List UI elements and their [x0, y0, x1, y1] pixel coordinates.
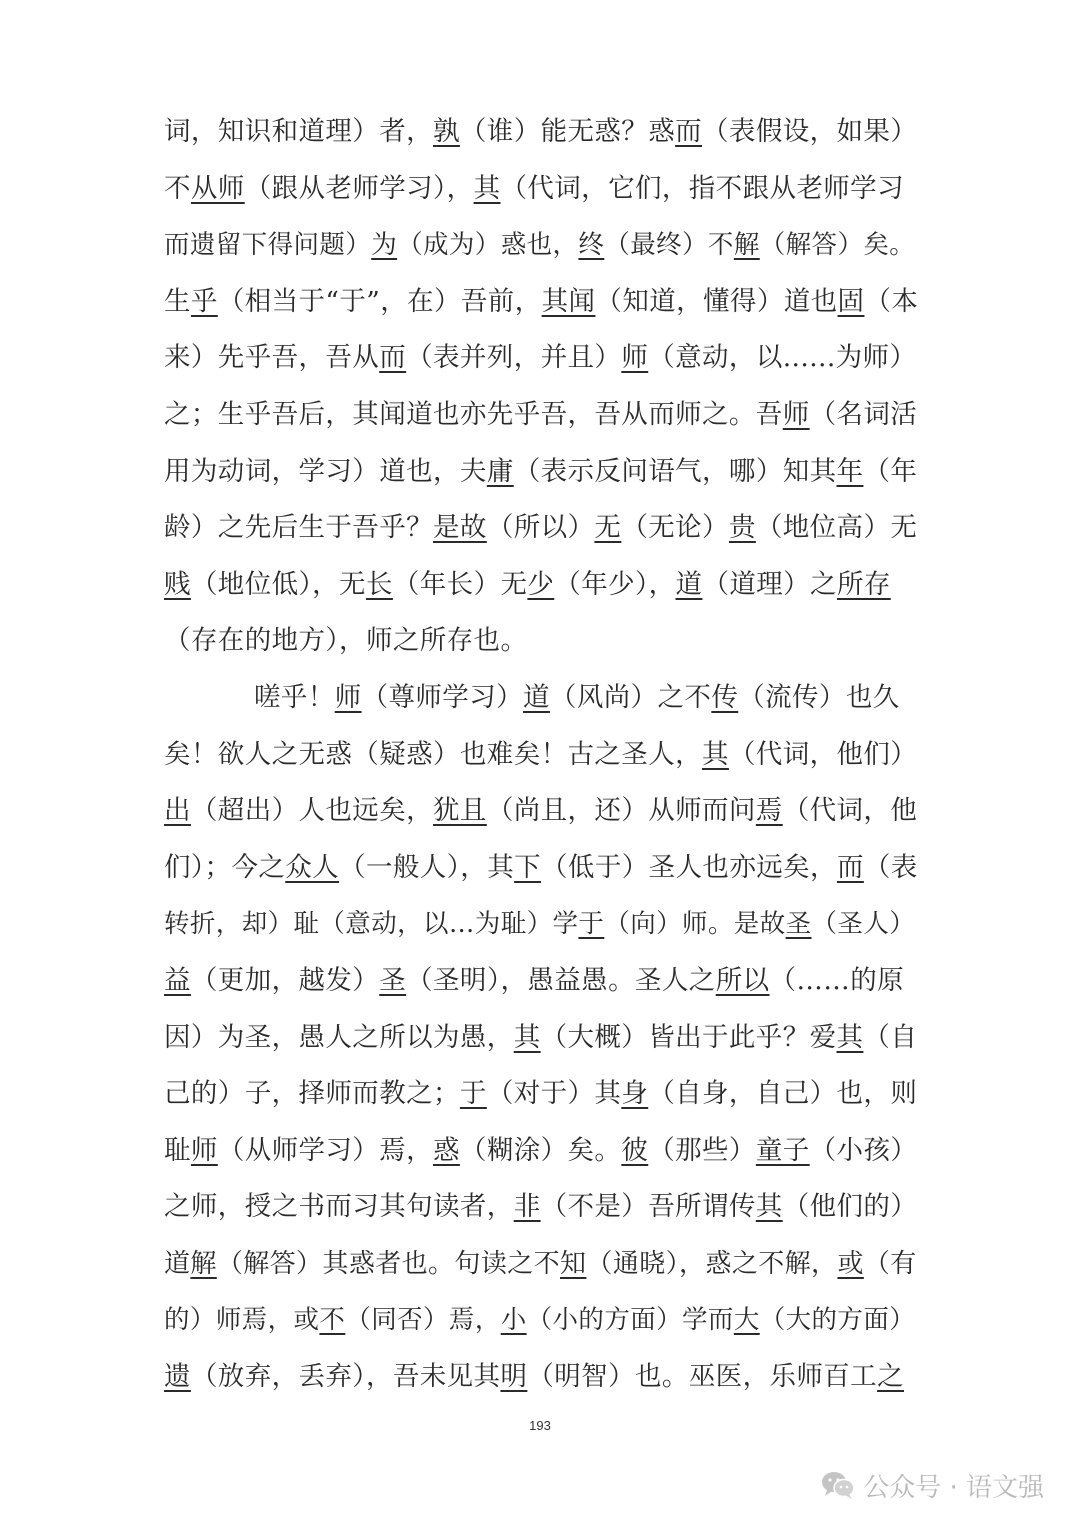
- underlined-word: 惑: [433, 1134, 460, 1166]
- page-number: 193: [529, 1418, 551, 1433]
- underlined-word: 其: [836, 1021, 864, 1053]
- underlined-word: 其: [513, 1021, 541, 1053]
- text-line: 己的）子，择师而教之；于（对于）其身（自身，自己）也，则: [164, 1078, 918, 1110]
- text-line: 因）为圣，愚人之所以为愚，其（大概）皆出于此乎？爱其（自: [164, 1021, 918, 1053]
- underlined-word: 之: [877, 1361, 904, 1393]
- underlined-word: 出: [164, 795, 191, 827]
- text-line: 道解（解答）其惑者也。句读之不知（通晓），惑之不解，或（有: [164, 1248, 917, 1279]
- text-line: 用为动词，学习）道也，夫庸（表示反问语气，哪）知其年（年: [164, 455, 918, 487]
- underlined-word: 孰: [433, 116, 460, 147]
- underlined-word: 而: [836, 851, 864, 883]
- underlined-word: 所存: [836, 568, 891, 600]
- text-line: 词，知识和道理）者，孰（谁）能无惑？惑而（表假设，如果）: [164, 116, 918, 147]
- wechat-icon: [821, 1470, 855, 1500]
- text-line: 来）先乎吾，吾从而（表并列，并且）师（意动，以......为师）: [164, 342, 917, 374]
- text-line: 之师，授之书而习其句读者，非（不是）吾所谓传其（他们的）: [164, 1191, 918, 1223]
- underlined-word: 师: [190, 1134, 218, 1166]
- underlined-word: 贱: [164, 568, 191, 600]
- text-line: 矣！欲人之无惑（疑惑）也难矣！古之圣人，其（代词，他们）: [164, 738, 918, 770]
- underlined-word: 知: [560, 1248, 587, 1279]
- text-line: 出（超出）人也远矣，犹且（尚且，还）从师而问焉（代词，他: [164, 795, 918, 827]
- underlined-word: 于: [578, 909, 605, 940]
- text-line: 的）师焉，或不（同否）焉，小（小的方面）学而大（大的方面）: [164, 1305, 916, 1336]
- watermark-text: 公众号 · 语文强: [863, 1472, 1044, 1503]
- underlined-word: 解: [190, 1248, 217, 1279]
- underlined-word: 师: [334, 681, 362, 713]
- underlined-word: 其闻: [541, 285, 596, 317]
- text-line: 耻师（从师学习）焉，惑（糊涂）矣。彼（那些）童子（小孩）: [164, 1134, 918, 1166]
- underlined-word: 焉: [755, 795, 783, 827]
- underlined-word: 而: [675, 116, 703, 147]
- underlined-word: 下: [514, 851, 542, 883]
- text-line: （存在的地方），师之所存也。: [164, 625, 528, 657]
- underlined-word: 非: [513, 1191, 541, 1223]
- underlined-word: 圣: [785, 909, 812, 940]
- underlined-word: 长: [365, 568, 393, 600]
- text-line: 贱（地位低），无长（年长）无少（年少），道（道理）之所存: [164, 568, 891, 600]
- underlined-word: 彼: [621, 1134, 649, 1166]
- text-line: 遗（放弃，丢弃），吾未见其明（明智）也。巫医，乐师百工之: [164, 1361, 904, 1393]
- underlined-word: 益: [164, 964, 191, 996]
- underlined-word: 或: [837, 1248, 864, 1279]
- underlined-word: 年: [836, 455, 864, 487]
- text-line: 龄）之先后生于吾乎？是故（所以）无（无论）贵（地位高）无: [164, 512, 918, 544]
- underlined-word: 师: [621, 342, 649, 374]
- underlined-word: 遗: [164, 1361, 191, 1393]
- underlined-word: 犹且: [433, 795, 487, 827]
- underlined-word: 童子: [755, 1134, 810, 1166]
- underlined-word: 其: [473, 172, 501, 204]
- text-line: 而遗留下得问题）为（成为）惑也，终（最终）不解（解答）矣。: [164, 230, 916, 261]
- underlined-word: 身: [621, 1078, 649, 1110]
- underlined-word: 终: [578, 230, 605, 261]
- underlined-word: 其: [702, 738, 729, 770]
- underlined-word: 大: [733, 1305, 760, 1336]
- underlined-word: 乎: [190, 285, 218, 317]
- underlined-word: 固: [837, 285, 865, 317]
- underlined-word: 少: [527, 568, 555, 600]
- underlined-word: 是故: [433, 512, 487, 544]
- text-line: 之；生乎吾后，其闻道也亦先乎吾，吾从而师之。吾师（名词活: [164, 398, 918, 430]
- underlined-word: 道: [675, 568, 703, 600]
- underlined-word: 无: [594, 512, 622, 544]
- text-line: 生乎（相当于“于”，在）吾前，其闻（知道，懂得）道也固（本: [164, 285, 919, 317]
- underlined-word: 明: [500, 1361, 528, 1393]
- underlined-word: 道: [523, 681, 550, 713]
- underlined-word: 师: [782, 398, 810, 430]
- underlined-word: 传: [711, 681, 739, 713]
- underlined-word: 所以: [715, 964, 770, 996]
- underlined-word: 众人: [285, 851, 340, 883]
- watermark: [821, 1463, 1044, 1507]
- text-line: 们）；今之众人（一般人），其下（低于）圣人也亦远矣，而（表: [164, 851, 918, 883]
- text-line: 转折，却）耻（意动，以…为耻）学于（向）师。是故圣（圣人）: [164, 909, 916, 940]
- underlined-word: 于: [459, 1078, 487, 1110]
- underlined-word: 为: [371, 230, 398, 261]
- text-line: 益（更加，越发）圣（圣明），愚益愚。圣人之所以（……的原: [164, 964, 904, 996]
- underlined-word: 解: [733, 230, 760, 261]
- underlined-word: 其: [755, 1191, 783, 1223]
- underlined-word: 圣: [379, 964, 407, 996]
- underlined-word: 贵: [728, 512, 756, 544]
- underlined-word: 从师: [190, 172, 245, 204]
- text-line: 不从师（跟从老师学习），其（代词，它们，指不跟从老师学习: [164, 172, 904, 204]
- text-line: 嗟乎！师（尊师学习）道（风尚）之不传（流传）也久: [254, 681, 900, 713]
- body-text: [164, 104, 924, 1406]
- underlined-word: 小: [500, 1305, 527, 1336]
- underlined-word: 不: [319, 1305, 346, 1336]
- underlined-word: 庸: [486, 455, 514, 487]
- underlined-word: 而: [379, 342, 407, 374]
